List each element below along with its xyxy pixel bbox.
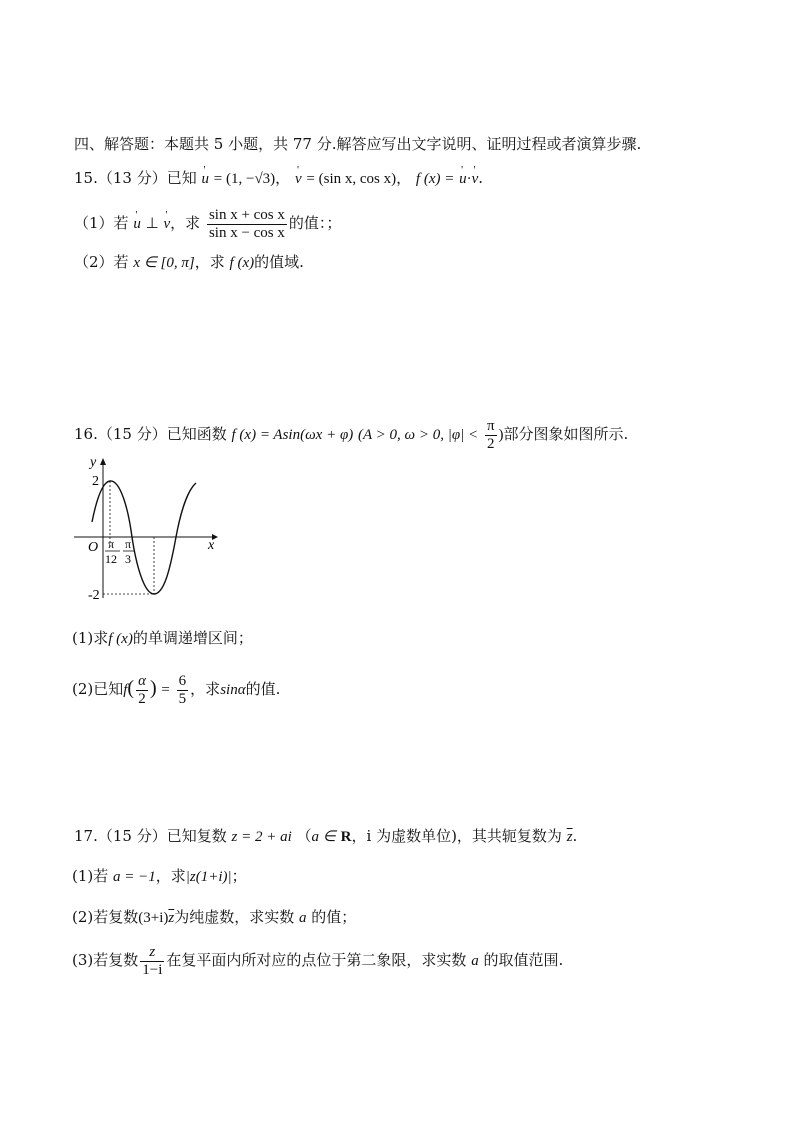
- vector-u: ' u: [202, 169, 210, 189]
- q16-part1: [72, 628, 253, 649]
- vector-u-value: = (1, −√3)，: [213, 171, 291, 187]
- q17-part1-abs: |z(1+i)|: [185, 869, 232, 885]
- conjugate-z: z: [566, 829, 573, 845]
- q16-part2: (2)已知f( $\frac{\alpha}{2}$ ) = $\frac{6}{5}$ ，求sinα的值.: [72, 672, 281, 707]
- q16-part2-mid: ，求: [190, 680, 221, 698]
- y-min-label: -2: [88, 588, 100, 602]
- alpha-over-2: [136, 673, 148, 708]
- real-set-symbol: R: [340, 829, 352, 845]
- q16-stem: [74, 416, 628, 453]
- q17-z-definition: z = 2 + ai: [231, 829, 292, 845]
- q15-part2-fx: f (x): [229, 255, 255, 271]
- q17-part1-tail: ；: [231, 867, 247, 885]
- q15-part2-condition: x ∈ [0, π]: [133, 255, 195, 271]
- sin-alpha: sinα: [220, 682, 246, 698]
- q17-part2-a: a: [299, 910, 307, 926]
- tick2-numerator: π: [125, 537, 132, 551]
- one-minus-i-denominator: 1−i: [142, 961, 163, 978]
- q16-number: 16.（15 分）已知函数: [74, 425, 227, 443]
- q15-number: 15.（13 分）已知: [74, 169, 197, 187]
- six-numerator: 6: [178, 672, 187, 689]
- pi-numerator: π: [486, 417, 495, 434]
- sine-graph: [70, 452, 230, 602]
- z-over-1-minus-i: [140, 944, 164, 979]
- q16-stem-tail: 部分图象如图所示.: [503, 425, 629, 443]
- alpha-denominator: 2: [138, 690, 146, 707]
- q17-part1-mid: ，求: [155, 867, 186, 885]
- trig-fraction: [207, 207, 287, 242]
- q17-part1: [72, 866, 247, 887]
- q15-part2-tail: 的值域.: [254, 253, 304, 271]
- q17-part1-prefix: (1)若: [72, 867, 109, 885]
- q15-part2: [74, 252, 304, 273]
- q16-part1-fx: f (x): [108, 631, 133, 647]
- q16-part1-prefix: (1)求: [72, 629, 109, 647]
- q17-part2-zbar: z: [168, 910, 175, 926]
- alpha-numerator: α: [138, 672, 146, 689]
- q17-part3-tail: 的取值范围.: [483, 951, 564, 969]
- q15-part1-mid: ，求: [170, 214, 201, 232]
- vector-u-p1: ' u: [133, 206, 141, 242]
- trig-fraction-denominator: sin x − cos x: [208, 224, 285, 241]
- y-max-label: 2: [92, 474, 99, 489]
- q16-part2-tail: 的值.: [245, 680, 281, 698]
- q16-function: f (x) = Asin(ωx + φ): [231, 427, 354, 443]
- five-denominator: 5: [178, 690, 187, 707]
- section-heading: 四、解答题：本题共 5 小题，共 77 分.解答应写出文字说明、证明过程或者演算步骤.: [74, 135, 642, 153]
- q17-part2-expr: (3+i): [138, 910, 169, 926]
- q15-stem: 15.（13 分）已知 ' u = (1, −√3)， ' v = (sin x, cos x)， f (x) = ' u·' v.: [74, 168, 483, 189]
- z-numerator: z: [140, 944, 164, 962]
- f-definition: f (x) =: [415, 171, 455, 187]
- origin-label: O: [88, 540, 99, 555]
- tick1-numerator: π: [108, 537, 115, 551]
- q17-part3-prefix: (3)若复数: [72, 951, 139, 969]
- q17-part3-mid: 在复平面内所对应的点位于第二象限，求实数: [166, 951, 467, 969]
- vector-v: ' v: [295, 169, 302, 189]
- vector-v-p1: ' v: [163, 206, 170, 242]
- tick2-denominator: 3: [125, 552, 131, 566]
- q16-condition-close: ): [498, 427, 504, 443]
- q15-stem-end: .: [478, 169, 484, 187]
- q15-part2-prefix: （2）若: [74, 253, 129, 271]
- equals-sign: =: [161, 682, 170, 698]
- pi-over-2: [485, 418, 497, 453]
- q17-part2-tail: 的值；: [311, 908, 357, 926]
- q16-condition: (A > 0, ω > 0, |φ| <: [358, 427, 479, 443]
- perp-symbol: ⊥: [145, 216, 159, 232]
- tick1-denominator: 12: [105, 552, 117, 566]
- q15-part1-tail: 的值：；: [288, 214, 342, 232]
- q16-part1-tail: 的单调递增区间；: [132, 629, 253, 647]
- q17-number: 17.（15 分）已知复数: [74, 827, 227, 845]
- q15-part1: [74, 205, 341, 242]
- y-axis-arrow: [100, 458, 106, 465]
- q17-part1-a: a = −1: [113, 869, 156, 885]
- trig-fraction-numerator: sin x + cos x: [208, 206, 285, 223]
- q17-part3: [72, 942, 563, 979]
- q17-part2-mid: 为纯虚数，求实数: [174, 908, 295, 926]
- six-fifths: [177, 673, 189, 708]
- q15-part1-prefix: （1）若: [74, 214, 129, 232]
- vector-v-value: = (sin x, cos x)，: [306, 171, 412, 187]
- q17-cond-rest: ，i 为虚数单位)，其共轭复数为: [351, 827, 562, 845]
- y-axis-label: y: [90, 455, 97, 470]
- two-denominator: 2: [486, 435, 495, 452]
- q16-part2-prefix: (2)已知: [72, 680, 124, 698]
- q17-cond-a: a ∈: [311, 829, 336, 845]
- q15-part2-mid: ，求: [194, 253, 225, 271]
- q17-part2-prefix: (2)若复数: [72, 908, 139, 926]
- q17-stem-end: .: [572, 827, 578, 845]
- vector-v-dot: ' v: [472, 169, 479, 189]
- q17-stem: [74, 826, 577, 847]
- q17-cond-open: （: [296, 827, 312, 845]
- vector-u-dot: ' u: [459, 169, 467, 189]
- q17-part3-a: a: [471, 953, 479, 969]
- x-axis-label: x: [208, 538, 215, 553]
- q17-part2: [72, 907, 356, 928]
- q16-part2-f: f: [123, 682, 128, 698]
